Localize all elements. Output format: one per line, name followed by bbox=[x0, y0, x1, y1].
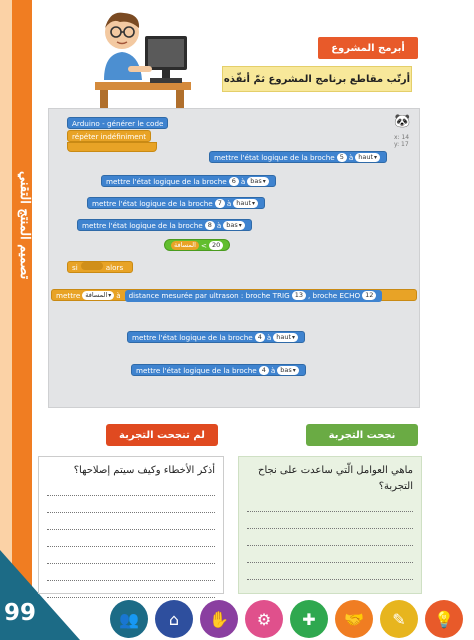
echo-pin-value[interactable]: 12 bbox=[362, 291, 376, 300]
pin-value[interactable]: 5 bbox=[337, 153, 347, 162]
set-pin-block[interactable] bbox=[127, 331, 305, 343]
experiment-failed-heading: لم تنجحت التجربة bbox=[106, 424, 218, 446]
answer-lines[interactable] bbox=[47, 479, 215, 598]
state-dropdown[interactable]: haut ▾ bbox=[233, 199, 258, 208]
answer-line[interactable] bbox=[247, 563, 413, 580]
arduino-generate-block[interactable] bbox=[67, 117, 168, 129]
answer-line[interactable] bbox=[247, 495, 413, 512]
answer-line[interactable] bbox=[47, 496, 215, 513]
answer-line[interactable] bbox=[47, 581, 215, 598]
sprite-coordinates: x: 14 y: 17 bbox=[394, 134, 410, 148]
answer-line[interactable] bbox=[247, 512, 413, 529]
answer-line[interactable] bbox=[47, 513, 215, 530]
repeat-block-bottom bbox=[67, 142, 157, 152]
state-dropdown[interactable]: bas ▾ bbox=[277, 366, 299, 375]
block-label: répéter indéfiniment bbox=[72, 132, 147, 141]
state-dropdown[interactable]: bas ▾ bbox=[223, 221, 245, 230]
house-icon: ⌂ bbox=[155, 600, 193, 638]
block-label: distance mesurée par ultrason : broche TRIG bbox=[128, 291, 290, 300]
set-pin-block[interactable] bbox=[209, 151, 387, 163]
scratch-code-canvas[interactable] bbox=[48, 108, 420, 408]
set-pin-block[interactable] bbox=[131, 364, 306, 376]
repeat-forever-block[interactable] bbox=[67, 130, 151, 142]
answer-lines[interactable] bbox=[247, 495, 413, 580]
team-icon: 👥 bbox=[110, 600, 148, 638]
block-label: à bbox=[226, 199, 232, 208]
set-pin-block[interactable] bbox=[77, 219, 252, 231]
condition-slot[interactable] bbox=[81, 262, 103, 270]
pin-value[interactable]: 6 bbox=[229, 177, 239, 186]
compare-block[interactable] bbox=[164, 239, 230, 251]
block-label: mettre l'état logique de la broche bbox=[92, 199, 213, 208]
state-dropdown[interactable]: bas ▾ bbox=[247, 177, 269, 186]
answer-line[interactable] bbox=[247, 529, 413, 546]
block-label: Arduino - générer le code bbox=[72, 119, 164, 128]
page-number: 99 bbox=[4, 600, 37, 626]
block-label: à bbox=[348, 153, 354, 162]
block-label: à bbox=[240, 177, 246, 186]
pin-value[interactable]: 8 bbox=[205, 221, 215, 230]
block-label: mettre bbox=[56, 291, 81, 300]
variable-chip: المسافة bbox=[171, 241, 199, 250]
block-label: mettre l'état logique de la broche bbox=[136, 366, 257, 375]
block-label: si bbox=[72, 263, 78, 272]
if-then-block[interactable] bbox=[67, 261, 133, 273]
success-question: ماهي العوامل الّتي ساعدت على نجاح التجربة؟ bbox=[257, 465, 413, 492]
block-label: à bbox=[266, 333, 272, 342]
pin-value[interactable]: 4 bbox=[255, 333, 265, 342]
hands-icon: ✋ bbox=[200, 600, 238, 638]
panda-icon: 🐼 bbox=[394, 114, 411, 129]
block-label: mettre l'état logique de la broche bbox=[132, 333, 253, 342]
pencil-icon: ✎ bbox=[380, 600, 418, 638]
block-label: alors bbox=[105, 263, 124, 272]
experiment-succeeded-heading: نجحت التجربة bbox=[306, 424, 418, 446]
handshake-icon: 🤝 bbox=[335, 600, 373, 638]
block-label: , broche ECHO bbox=[307, 291, 361, 300]
block-label: mettre l'état logique de la broche bbox=[106, 177, 227, 186]
competency-icons-strip bbox=[110, 598, 474, 640]
operator: < bbox=[200, 241, 207, 250]
answer-line[interactable] bbox=[47, 479, 215, 496]
chapter-title: تصميم المنتج التقني bbox=[17, 170, 32, 280]
trig-pin-value[interactable]: 13 bbox=[292, 291, 306, 300]
failure-answer-box[interactable] bbox=[38, 456, 224, 594]
block-label: mettre l'état logique de la broche bbox=[214, 153, 335, 162]
set-pin-block[interactable] bbox=[101, 175, 276, 187]
state-dropdown[interactable]: haut ▾ bbox=[273, 333, 298, 342]
success-answer-box[interactable] bbox=[238, 456, 422, 594]
bulb-icon: 💡 bbox=[425, 600, 463, 638]
failure-question: أذكر الأخطاء وكيف سيتم إصلاحها؟ bbox=[73, 465, 215, 476]
set-variable-block[interactable] bbox=[51, 289, 417, 301]
block-label: à bbox=[270, 366, 276, 375]
compare-value[interactable]: 20 bbox=[209, 241, 223, 250]
section-tag: أبرمج المشروع bbox=[318, 37, 418, 59]
answer-line[interactable] bbox=[47, 547, 215, 564]
pin-value[interactable]: 4 bbox=[259, 366, 269, 375]
answer-line[interactable] bbox=[47, 530, 215, 547]
set-pin-block[interactable] bbox=[87, 197, 265, 209]
answer-line[interactable] bbox=[47, 564, 215, 581]
block-label: à bbox=[116, 291, 121, 300]
answer-line[interactable] bbox=[247, 546, 413, 563]
state-dropdown[interactable]: haut ▾ bbox=[355, 153, 380, 162]
puzzle-icon: ✚ bbox=[290, 600, 328, 638]
variable-dropdown[interactable]: المسافة ▾ bbox=[82, 291, 114, 300]
gear-people-icon: ⚙ bbox=[245, 600, 283, 638]
student-at-computer-illustration bbox=[90, 4, 200, 116]
pin-value[interactable]: 7 bbox=[215, 199, 225, 208]
block-label: mettre l'état logique de la broche bbox=[82, 221, 203, 230]
block-label: à bbox=[216, 221, 222, 230]
side-band-accent bbox=[0, 0, 12, 640]
instruction-banner: أرتّب مقاطع برنامج المشروع ثمّ أنفّذه bbox=[222, 66, 412, 92]
